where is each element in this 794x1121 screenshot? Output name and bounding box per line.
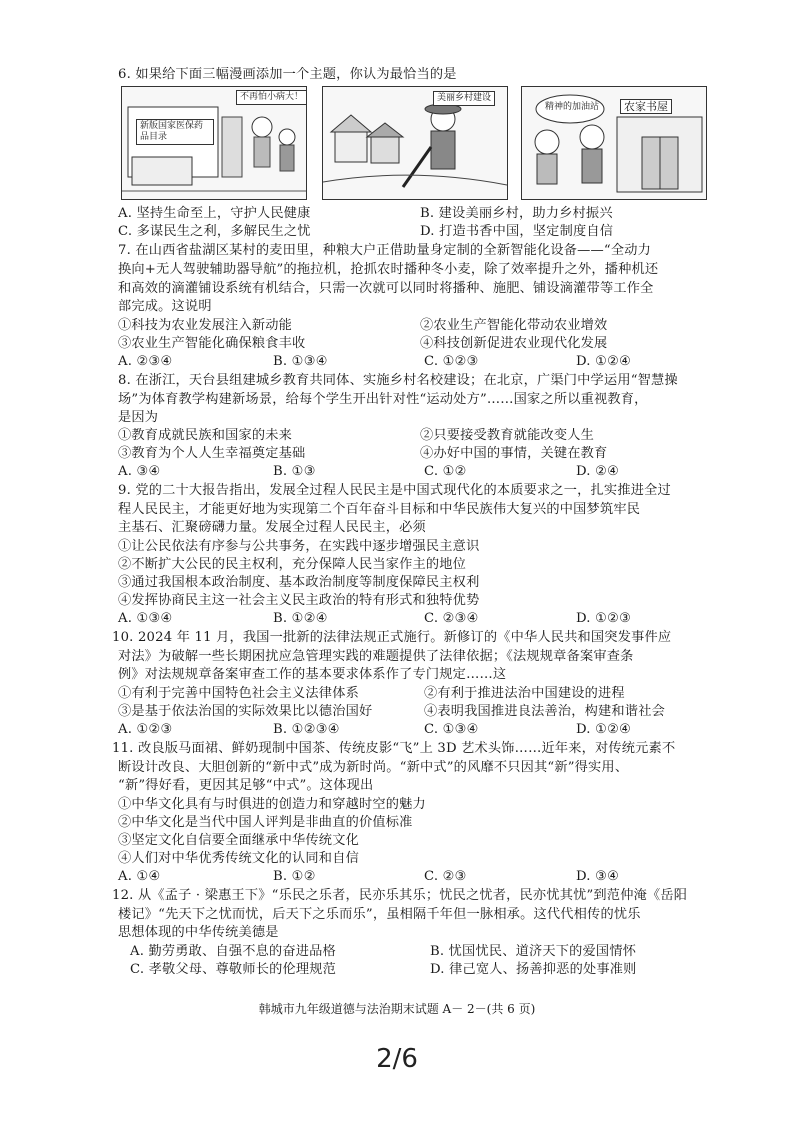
q6-option-c: C. 多谋民生之利，多解民生之忧 (118, 224, 311, 239)
panel2-sign: 美丽乡村建设 (433, 91, 495, 106)
q9-stem-line: 9. 党的二十大报告指出，发展全过程人民民主是中国式现代化的本质要求之一，扎实推进全过 (118, 483, 671, 498)
q9-stem-line: 主基石、汇聚磅礴力量。发展全过程人民民主，必须 (118, 520, 426, 535)
q7-option-c: C. ①②③ (424, 354, 479, 369)
q7-item-4: ④科技创新促进农业现代化发展 (420, 336, 608, 351)
q10-option-b: B. ①②③④ (273, 722, 340, 737)
q8-stem-line: 是因为 (118, 410, 159, 425)
q9-item-1: ①让公民依法有序参与公共事务，在实践中逐步增强民主意识 (118, 539, 480, 554)
comic-panel-2 (322, 86, 508, 200)
q12-option-a: A. 勤劳勇敢、自强不息的奋进品格 (130, 944, 336, 959)
q12-option-b: B. 忧国忧民、道济天下的爱国情怀 (430, 944, 637, 959)
q11-item-1: ①中华文化具有与时俱进的创造力和穿越时空的魅力 (118, 797, 426, 812)
q7-stem-line: 部完成。这说明 (118, 299, 212, 314)
q8-option-a: A. ③④ (118, 464, 161, 479)
q6-option-d: D. 打造书香中国，坚定制度自信 (420, 224, 614, 239)
q7-option-b: B. ①③④ (273, 354, 328, 369)
q7-option-d: D. ①②④ (576, 354, 632, 369)
q10-stem-line: 例》对法规规章备案审查工作的基本要求体系作了专门规定……这 (118, 667, 507, 682)
panel3-speech-bubble: 精神的加油站 (545, 102, 600, 112)
q10-option-a: A. ①②③ (118, 722, 173, 737)
q12-stem-line: 12. 从《孟子 · 梁惠王下》“乐民之乐者，民亦乐其乐；忧民之忧者，民亦忧其忧”到范仲淹《岳阳 (112, 888, 688, 903)
q11-stem-line: “新”得好看，更因其足够“中式”。这体现出 (118, 778, 374, 793)
q8-item-1: ①教育成就民族和国家的未来 (118, 428, 293, 443)
q8-item-4: ④办好中国的事情，关键在教育 (420, 446, 608, 461)
comic-panel-3 (521, 86, 707, 200)
q11-item-3: ③坚定文化自信要全面继承中华传统文化 (118, 833, 359, 848)
q7-item-2: ②农业生产智能化带动农业增效 (420, 318, 608, 333)
q7-stem-line: 7. 在山西省盐湖区某村的麦田里，种粮大户正借助量身定制的全新智能化设备——“全动力 (118, 243, 652, 258)
panel1-speech-bubble: 不再怕小病大！ (236, 90, 307, 105)
q8-stem-line: 8. 在浙江，天台县组建城乡教育共同体、实施乡村名校建设；在北京，广渠门中学运用“智慧操 (118, 373, 678, 388)
q9-item-4: ④发挥协商民主这一社会主义民主政治的特有形式和独特优势 (118, 593, 480, 608)
panel1-sign: 新版国家医保药品目录 (136, 119, 214, 145)
q8-option-c: C. ①② (424, 464, 467, 479)
q10-option-d: D. ①②④ (576, 722, 632, 737)
q7-option-a: A. ②③④ (118, 354, 173, 369)
q11-option-d: D. ③④ (576, 869, 620, 884)
q12-stem-line: 楼记》“先天下之忧而忧，后天下之乐而乐”，虽相隔千年但一脉相承。这代代相传的忧乐 (118, 907, 641, 922)
q7-item-1: ①科技为农业发展注入新动能 (118, 318, 293, 333)
q11-stem-line: 断设计改良、大胆创新的“新中式”成为新时尚。“新中式”的风靡不只因其“新”得实用、 (118, 760, 629, 775)
page-indicator: 2/6 (376, 1044, 418, 1074)
panel3-sign: 农家书屋 (620, 99, 672, 114)
q9-option-c: C. ②③④ (424, 611, 479, 626)
q10-item-3: ③是基于依法治国的实际效果比以德治国好 (118, 704, 373, 719)
q10-option-c: C. ①③④ (424, 722, 479, 737)
page-footer: 韩城市九年级道德与法治期末试题 A－ 2－(共 6 页) (258, 1002, 536, 1016)
q11-stem-line: 11. 改良版马面裙、鲜奶现制中国茶、传统皮影“飞”上 3D 艺术头饰……近年来，对传统元素不 (112, 741, 676, 756)
comic-panel-1 (121, 86, 307, 200)
q10-item-4: ④表明我国推进良法善治，构建和谐社会 (424, 704, 665, 719)
q9-item-2: ②不断扩大公民的民主权利，充分保障人民当家作主的地位 (118, 557, 467, 572)
q10-stem-line: 对法》为破解一些长期困扰应急管理实践的难题提供了法律依据；《法规规章备案审查条 (118, 649, 634, 664)
q11-option-a: A. ①④ (118, 869, 161, 884)
q6-option-b: B. 建设美丽乡村，助力乡村振兴 (420, 206, 613, 221)
q7-item-3: ③农业生产智能化确保粮食丰收 (118, 336, 306, 351)
q8-item-3: ③教育为个人人生幸福奠定基础 (118, 446, 306, 461)
q11-option-c: C. ②③ (424, 869, 467, 884)
q6-stem: 6. 如果给下面三幅漫画添加一个主题，你认为最恰当的是 (118, 67, 457, 82)
q7-stem-line: 换向+无人驾驶辅助器导航”的拖拉机，抢抓农时播种冬小麦，除了效率提升之外，播种机还 (118, 262, 659, 277)
q9-option-a: A. ①③④ (118, 611, 173, 626)
q10-item-1: ①有利于完善中国特色社会主义法律体系 (118, 686, 359, 701)
q11-option-b: B. ①② (273, 869, 316, 884)
q11-item-2: ②中华文化是当代中国人评判是非曲直的价值标准 (118, 815, 413, 830)
q10-stem-line: 10. 2024 年 11 月，我国一批新的法律法规正式施行。新修订的《中华人民共和国突发事件应 (112, 630, 672, 645)
q8-option-b: B. ①③ (273, 464, 316, 479)
q12-option-c: C. 孝敬父母、尊敬师长的伦理规范 (130, 962, 337, 977)
q9-item-3: ③通过我国根本政治制度、基本政治制度等制度保障民主权利 (118, 575, 480, 590)
q8-option-d: D. ②④ (576, 464, 620, 479)
q12-stem-line: 思想体现的中华传统美德是 (118, 925, 279, 940)
q10-item-2: ②有利于推进法治中国建设的进程 (424, 686, 625, 701)
q8-item-2: ②只要接受教育就能改变人生 (420, 428, 595, 443)
q11-item-4: ④人们对中华优秀传统文化的认同和自信 (118, 851, 359, 866)
q8-stem-line: 场”为体育教学构建新场景，给每个学生开出针对性“运动处方”……国家之所以重视教育， (118, 392, 648, 407)
q6-option-a: A. 坚持生命至上，守护人民健康 (118, 206, 311, 221)
q9-stem-line: 程人民民主，才能更好地为实现第二个百年奋斗目标和中华民族伟大复兴的中国梦筑牢民 (118, 502, 641, 517)
q7-stem-line: 和高效的滴灌铺设系统有机结合，只需一次就可以同时将播种、施肥、铺设滴灌带等工作全 (118, 281, 654, 296)
q12-option-d: D. 律己宽人、扬善抑恶的处事准则 (430, 962, 637, 977)
q9-option-b: B. ①②④ (273, 611, 328, 626)
q9-option-d: D. ①②③ (576, 611, 632, 626)
